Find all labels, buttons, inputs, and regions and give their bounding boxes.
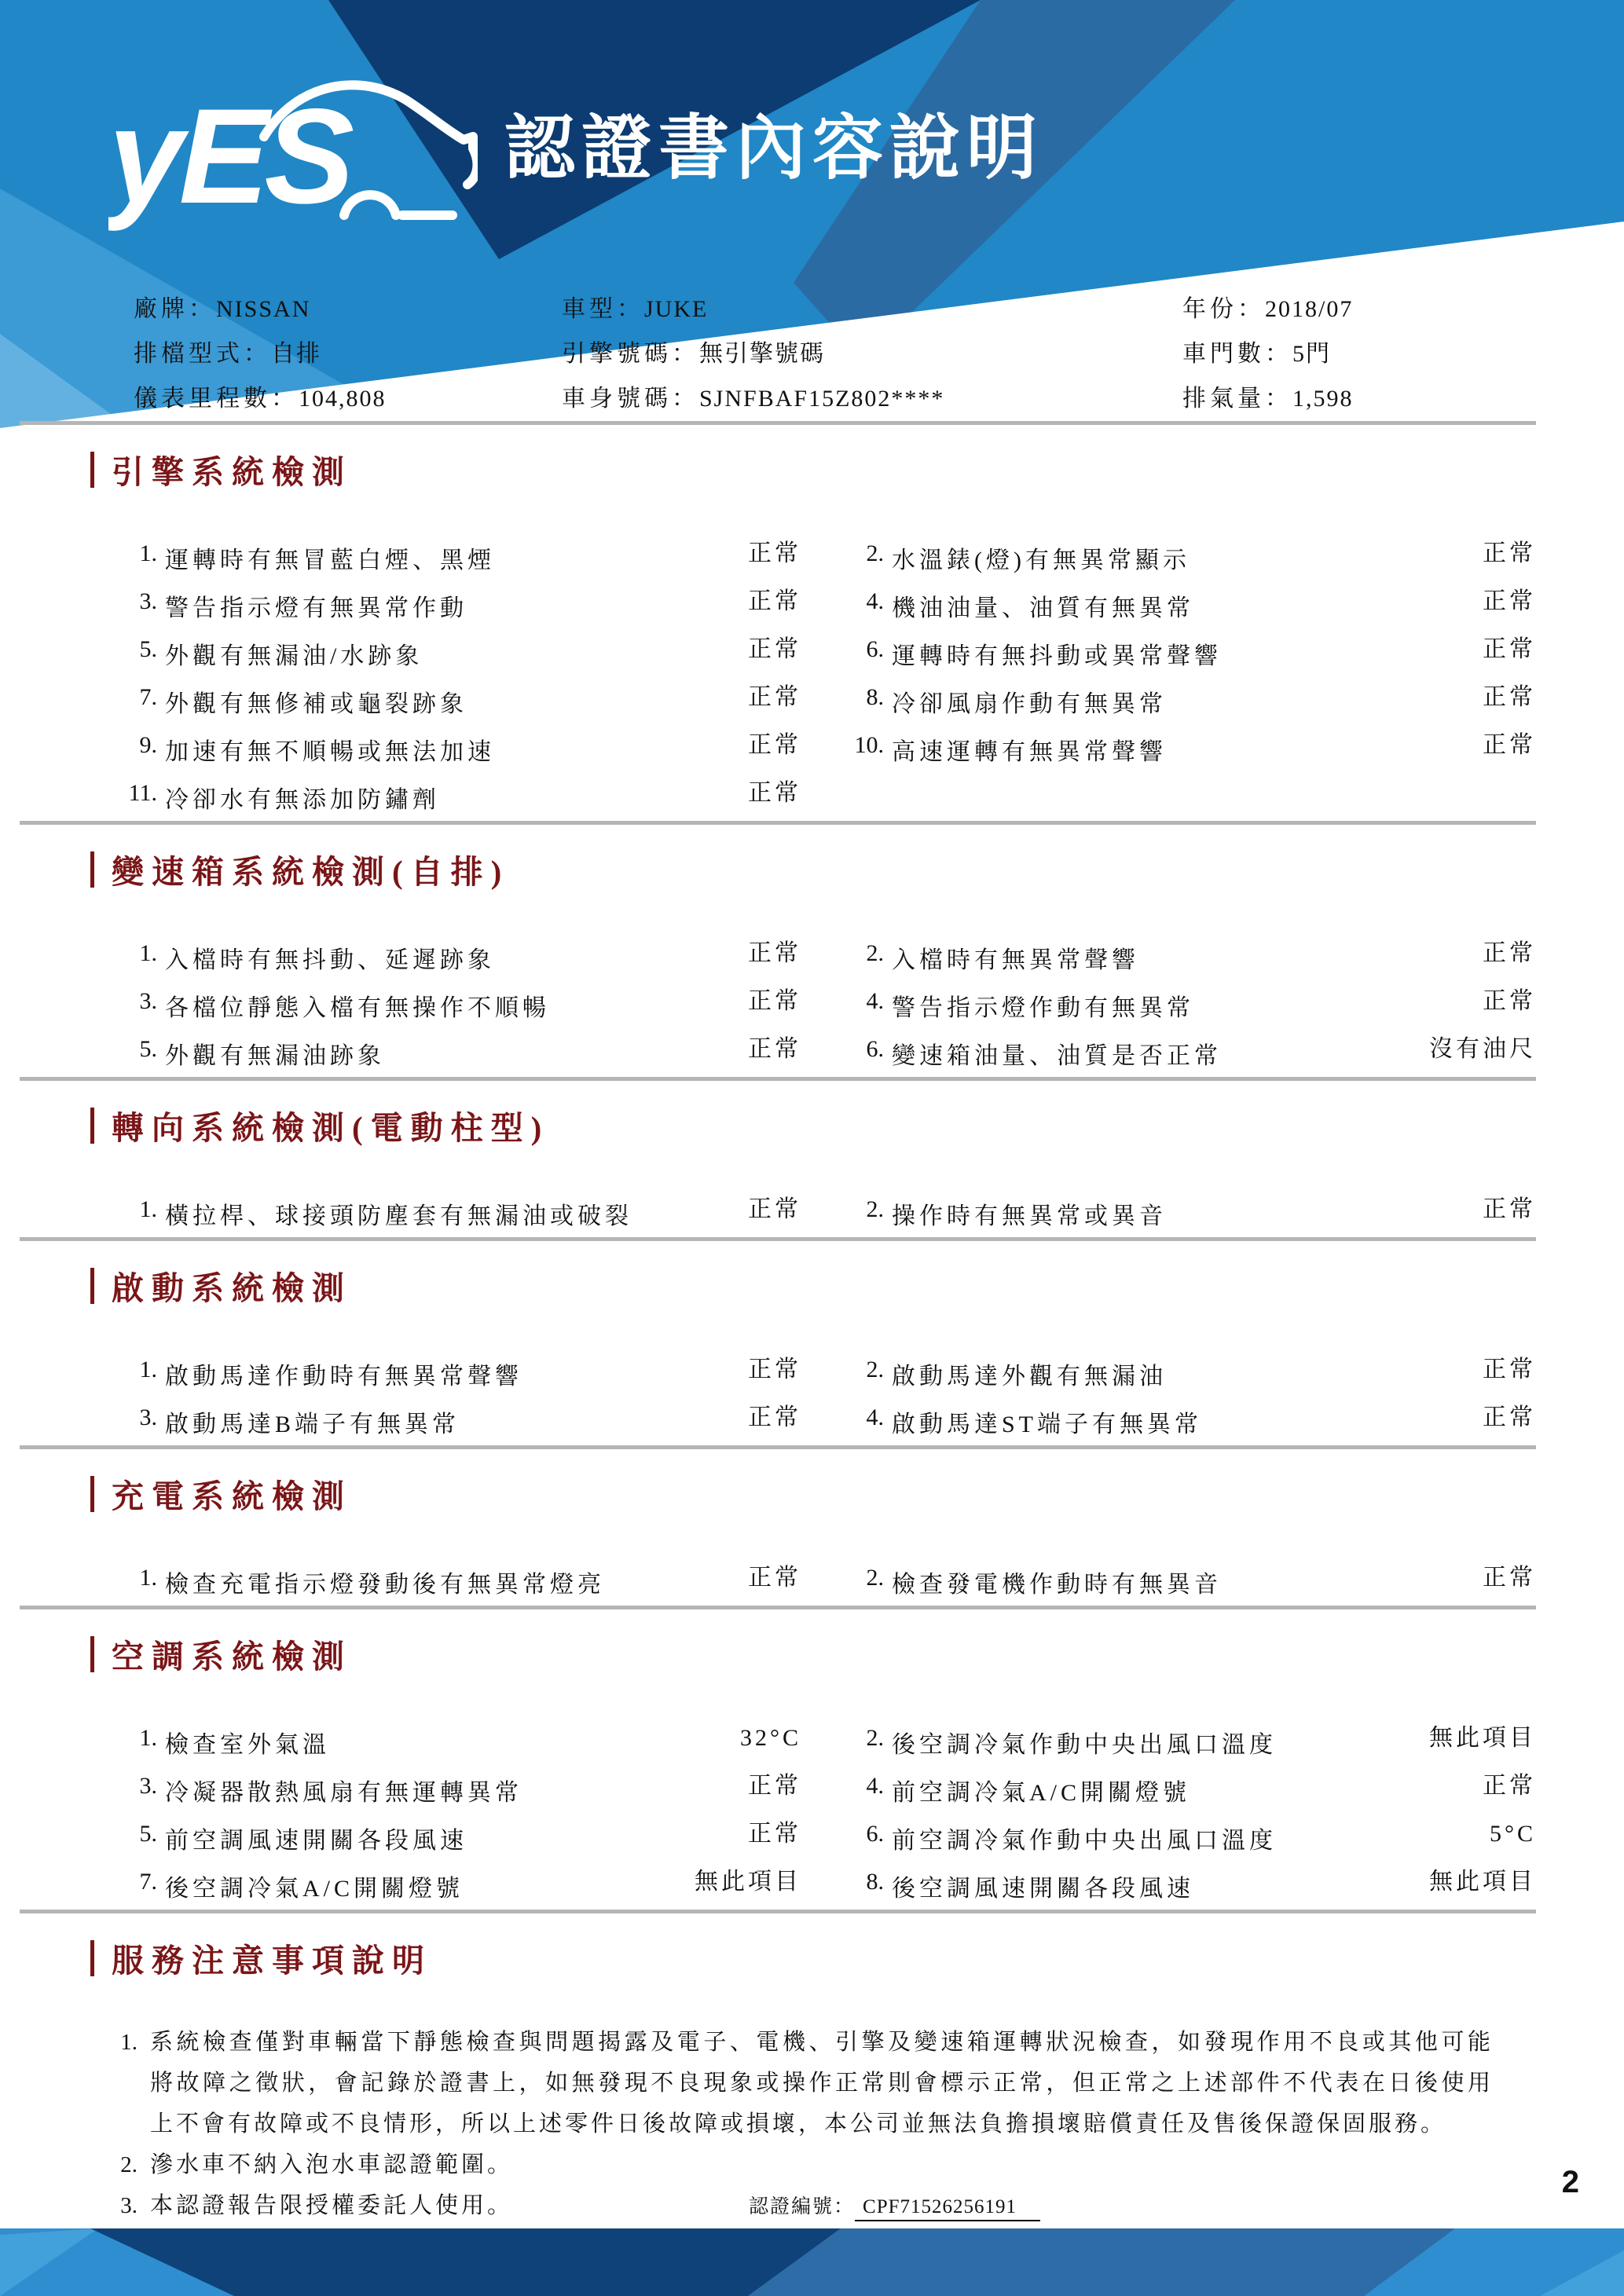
item-text: 後空調冷氣A/C開關燈號 (165, 1876, 464, 1902)
footer-banner-background (0, 2228, 1624, 2296)
check-row (90, 1558, 1536, 1598)
item-result: 無此項目 (695, 1869, 801, 1895)
check-item (841, 1196, 1375, 1231)
check-item (841, 684, 1375, 719)
item-result: 正常 (1483, 1196, 1536, 1222)
item-result: 正常 (748, 540, 801, 566)
item-number: 6. (866, 1036, 884, 1062)
page-title: 認證書內容說明 (504, 108, 1043, 188)
check-item (841, 1036, 1375, 1071)
yes-logo-text: yES (108, 81, 350, 232)
inspection-section (90, 1470, 1536, 1609)
item-result: 正常 (748, 636, 801, 662)
check-row (90, 1766, 1536, 1806)
check-item (90, 988, 644, 1023)
item-text: 啟動馬達作動時有無異常聲響 (165, 1364, 522, 1390)
check-row (90, 1397, 1536, 1437)
item-result: 正常 (1483, 988, 1536, 1014)
check-row (90, 1862, 1536, 1902)
section-title (90, 846, 1536, 892)
item-number: 6. (866, 636, 884, 662)
check-item (90, 940, 644, 975)
check-item (841, 1357, 1375, 1391)
info-value: 5門 (1292, 340, 1331, 367)
info-label: 排檔型式： (134, 340, 271, 367)
item-text: 前空調冷氣A/C開關燈號 (892, 1780, 1191, 1806)
note-item (90, 2144, 1536, 2185)
vehicle-info-row (90, 328, 1536, 373)
check-item (90, 1196, 644, 1231)
section-title (90, 446, 1536, 493)
check-item (841, 1869, 1375, 1903)
check-item (841, 1565, 1375, 1599)
item-result: 正常 (748, 684, 801, 710)
vehicle-info-field (1182, 289, 1536, 324)
check-row (90, 629, 1536, 669)
item-number: 1. (139, 1565, 157, 1591)
inspection-section (90, 446, 1536, 825)
check-row (90, 933, 1536, 973)
check-item (90, 1869, 644, 1903)
note-item (90, 2022, 1536, 2144)
cert-number-label: 認證編號： (749, 2196, 856, 2217)
item-text: 入檔時有無異常聲響 (892, 947, 1139, 973)
item-result: 正常 (748, 988, 801, 1014)
check-row (90, 773, 1536, 813)
vehicle-info-field (562, 334, 1182, 368)
item-result: 正常 (1483, 940, 1536, 966)
check-item (90, 1565, 644, 1599)
section-title (90, 1102, 1536, 1148)
car-wheel-icon (344, 195, 453, 215)
title-bar-icon (90, 1636, 94, 1672)
item-number: 5. (139, 1036, 157, 1062)
info-label: 車型： (562, 295, 644, 322)
item-number: 8. (866, 1869, 884, 1895)
check-item (841, 940, 1375, 975)
item-text: 檢查發電機作動時有無異音 (892, 1572, 1222, 1598)
item-number: 4. (866, 1773, 884, 1799)
item-result: 正常 (748, 1821, 801, 1847)
item-result: 正常 (1483, 684, 1536, 710)
item-text: 加速有無不順暢或無法加速 (165, 739, 495, 765)
item-result: 32°C (739, 1725, 801, 1751)
vehicle-info-row (90, 284, 1536, 328)
divider (20, 1606, 1536, 1609)
check-item (90, 732, 644, 767)
item-result: 正常 (748, 1404, 801, 1430)
title-bar-icon (90, 1476, 94, 1512)
item-number: 2. (866, 1357, 884, 1382)
item-text: 運轉時有無抖動或異常聲響 (892, 643, 1222, 669)
item-text: 前空調風速開關各段風速 (165, 1828, 467, 1854)
brand-row (108, 49, 1043, 233)
section-title-label: 充電系統檢測 (112, 1478, 352, 1514)
info-label: 廠牌： (134, 295, 216, 322)
item-result: 無此項目 (1429, 1725, 1536, 1751)
item-text: 檢查充電指示燈發動後有無異常燈亮 (165, 1572, 605, 1598)
inspection-section (90, 846, 1536, 1081)
check-item (90, 1821, 644, 1855)
vehicle-info-block (90, 284, 1536, 418)
item-result: 無此項目 (1429, 1869, 1536, 1895)
section-title-label: 引擎系統檢測 (112, 454, 352, 490)
info-label: 排氣量： (1182, 385, 1292, 412)
item-text: 變速箱油量、油質是否正常 (892, 1043, 1222, 1069)
check-item (841, 540, 1375, 575)
section-title-label: 變速箱系統檢測(自排) (112, 854, 510, 890)
check-item (90, 1773, 644, 1807)
check-item (841, 1773, 1375, 1807)
inspection-section (90, 1631, 1536, 1913)
check-item (90, 780, 644, 815)
divider (20, 1237, 1536, 1241)
item-text: 高速運轉有無異常聲響 (892, 739, 1167, 765)
item-number: 2. (866, 1725, 884, 1751)
check-item (841, 732, 1375, 767)
item-text: 水溫錶(燈)有無異常顯示 (892, 547, 1190, 573)
title-bar-icon (90, 1108, 94, 1144)
item-number: 1. (139, 1357, 157, 1382)
title-bar-icon (90, 851, 94, 888)
item-text: 警告指示燈作動有無異常 (892, 995, 1194, 1021)
item-text: 後空調風速開關各段風速 (892, 1876, 1194, 1902)
check-item (90, 1036, 644, 1071)
item-text: 後空調冷氣作動中央出風口溫度 (892, 1732, 1277, 1758)
item-number: 10. (854, 732, 884, 758)
info-label: 引擎號碼： (562, 340, 699, 367)
check-item (841, 1404, 1375, 1439)
section-title (90, 1262, 1536, 1309)
info-label: 車門數： (1182, 340, 1292, 367)
item-number: 3. (139, 1404, 157, 1430)
vehicle-info-field (90, 379, 562, 413)
title-bar-icon (90, 452, 94, 488)
section-title-service-notes (90, 1935, 1536, 1981)
item-number: 3. (139, 1773, 157, 1799)
certificate-number-line (749, 2196, 1040, 2217)
info-value: SJNFBAF15Z802**** (699, 385, 945, 412)
yes-logo (108, 49, 478, 233)
item-number: 9. (139, 732, 157, 758)
item-text: 運轉時有無冒藍白煙、黑煙 (165, 547, 495, 573)
divider (20, 1910, 1536, 1913)
section-title-label: 啟動系統檢測 (112, 1270, 352, 1306)
check-row (90, 533, 1536, 573)
item-result: 正常 (1483, 1357, 1536, 1382)
check-item (90, 1404, 644, 1439)
info-label: 車身號碼： (562, 385, 699, 412)
vehicle-info-field (90, 334, 562, 368)
item-number: 7. (139, 684, 157, 710)
title-bar-icon (90, 1940, 94, 1976)
check-item (841, 588, 1375, 623)
item-number: 2. (866, 940, 884, 966)
info-label: 年份： (1182, 295, 1265, 322)
info-value: 自排 (271, 340, 321, 367)
item-result: 正常 (748, 1773, 801, 1799)
item-text: 操作時有無異常或異音 (892, 1203, 1167, 1229)
item-text: 檢查室外氣溫 (165, 1732, 330, 1758)
vehicle-info-field (90, 289, 562, 324)
item-result: 正常 (1483, 636, 1536, 662)
item-result: 5°C (1489, 1821, 1536, 1847)
section-title-label: 轉向系統檢測(電動柱型) (112, 1110, 550, 1146)
check-item (90, 1357, 644, 1391)
vehicle-info-field (562, 289, 1182, 324)
item-text: 機油油量、油質有無異常 (892, 595, 1194, 621)
item-number: 5. (139, 1821, 157, 1847)
item-result: 正常 (1483, 1404, 1536, 1430)
check-row (90, 1349, 1536, 1390)
item-result: 正常 (1483, 588, 1536, 614)
check-item (90, 540, 644, 575)
check-item (841, 988, 1375, 1023)
info-value: JUKE (644, 295, 709, 322)
info-value: 2018/07 (1265, 295, 1354, 322)
item-result: 正常 (1483, 540, 1536, 566)
item-result: 沒有油尺 (1429, 1036, 1536, 1062)
check-row (90, 1718, 1536, 1758)
item-number: 2. (866, 540, 884, 566)
inspection-section (90, 1262, 1536, 1449)
check-row (90, 677, 1536, 717)
check-item (90, 684, 644, 719)
item-number: 4. (866, 588, 884, 614)
page-number: 2 (1561, 2165, 1579, 2199)
item-number: 4. (866, 988, 884, 1014)
item-number: 1. (139, 540, 157, 566)
document-body (90, 284, 1536, 2228)
divider (20, 1445, 1536, 1449)
info-value: 1,598 (1292, 385, 1354, 412)
item-text: 外觀有無漏油/水跡象 (165, 643, 423, 669)
item-result: 正常 (1483, 1773, 1536, 1799)
item-number: 1. (139, 940, 157, 966)
item-text: 外觀有無漏油跡象 (165, 1043, 385, 1069)
note-item (90, 2185, 1536, 2228)
check-item (841, 636, 1375, 671)
item-number: 4. (866, 1404, 884, 1430)
item-text: 啟動馬達外觀有無漏油 (892, 1364, 1167, 1390)
section-title (90, 1631, 1536, 1677)
note-text: 滲水車不納入泡水車認證範圍。 (150, 2152, 514, 2177)
item-text: 冷卻風扇作動有無異常 (892, 691, 1167, 717)
vehicle-info-field (1182, 334, 1536, 368)
item-text: 啟動馬達B端子有無異常 (165, 1412, 460, 1437)
info-value: NISSAN (216, 295, 311, 322)
check-item (841, 1725, 1375, 1760)
item-text: 啟動馬達ST端子有無異常 (892, 1412, 1203, 1437)
vehicle-info-field (1182, 379, 1536, 413)
item-number: 3. (139, 988, 157, 1014)
item-result: 正常 (1483, 732, 1536, 758)
divider (20, 1077, 1536, 1081)
inspection-sections (90, 446, 1536, 1913)
item-result: 正常 (748, 732, 801, 758)
check-item (841, 1821, 1375, 1855)
cert-number-value: CPF71526256191 (855, 2196, 1040, 2221)
item-result: 正常 (748, 780, 801, 806)
item-number: 8. (866, 684, 884, 710)
check-row (90, 981, 1536, 1021)
vehicle-info-field (562, 379, 1182, 413)
info-value: 無引擎號碼 (699, 340, 825, 367)
item-text: 警告指示燈有無異常作動 (165, 595, 467, 621)
item-number: 11. (128, 780, 157, 806)
note-text: 本認證報告限授權委託人使用。 認證編號： CPF71526256191 (150, 2185, 1494, 2228)
item-text: 入檔時有無抖動、延遲跡象 (165, 947, 495, 973)
note-number: 3. (120, 2193, 137, 2218)
note-number: 2. (120, 2152, 137, 2177)
item-number: 3. (139, 588, 157, 614)
check-item (90, 1725, 644, 1760)
item-text: 冷卻水有無添加防鏽劑 (165, 787, 440, 813)
check-row (90, 1189, 1536, 1229)
item-result: 正常 (748, 588, 801, 614)
section-title (90, 1470, 1536, 1517)
divider (20, 421, 1536, 425)
divider (20, 821, 1536, 825)
notes-list (90, 2022, 1536, 2228)
item-number: 2. (866, 1196, 884, 1222)
item-number: 5. (139, 636, 157, 662)
item-number: 2. (866, 1565, 884, 1591)
check-row (90, 1814, 1536, 1854)
check-item (90, 588, 644, 623)
item-result: 正常 (748, 1036, 801, 1062)
item-result: 正常 (748, 1357, 801, 1382)
info-label: 儀表里程數： (134, 385, 299, 412)
item-result: 正常 (1483, 1565, 1536, 1591)
item-number: 1. (139, 1725, 157, 1751)
item-number: 6. (866, 1821, 884, 1847)
item-text: 前空調冷氣作動中央出風口溫度 (892, 1828, 1277, 1854)
check-row (90, 725, 1536, 765)
info-value: 104,808 (299, 385, 387, 412)
section-title-label: 服務注意事項說明 (112, 1943, 432, 1979)
item-text: 冷凝器散熱風扇有無運轉異常 (165, 1780, 522, 1806)
item-result: 正常 (748, 1196, 801, 1222)
title-bar-icon (90, 1268, 94, 1304)
item-result: 正常 (748, 940, 801, 966)
item-text: 橫拉桿、球接頭防塵套有無漏油或破裂 (165, 1203, 632, 1229)
note-number: 1. (120, 2030, 137, 2055)
section-title-label: 空調系統檢測 (112, 1639, 352, 1675)
service-notes-section (90, 1935, 1536, 2228)
vehicle-info-row (90, 373, 1536, 418)
inspection-section (90, 1102, 1536, 1241)
item-result: 正常 (748, 1565, 801, 1591)
item-number: 7. (139, 1869, 157, 1895)
item-number: 1. (139, 1196, 157, 1222)
check-row (90, 581, 1536, 621)
note-text: 系統檢查僅對車輛當下靜態檢查與問題揭露及電子、電機、引擎及變速箱運轉狀況檢查，如發現作用不良或其他可能將故障之徵狀，會記錄於證書上，如無發現不良現象或操作正常則會標示正常，但正常之上述部件不代表在日後使用上不會有故障或不良情形，所以上述零件日後故障或損壞，本公司並無法負擔損壞賠償責任及售後保證保固服務。 (150, 2030, 1494, 2137)
check-row (90, 1029, 1536, 1069)
item-text: 外觀有無修補或龜裂跡象 (165, 691, 467, 717)
item-text: 各檔位靜態入檔有無操作不順暢 (165, 995, 550, 1021)
check-item (90, 636, 644, 671)
